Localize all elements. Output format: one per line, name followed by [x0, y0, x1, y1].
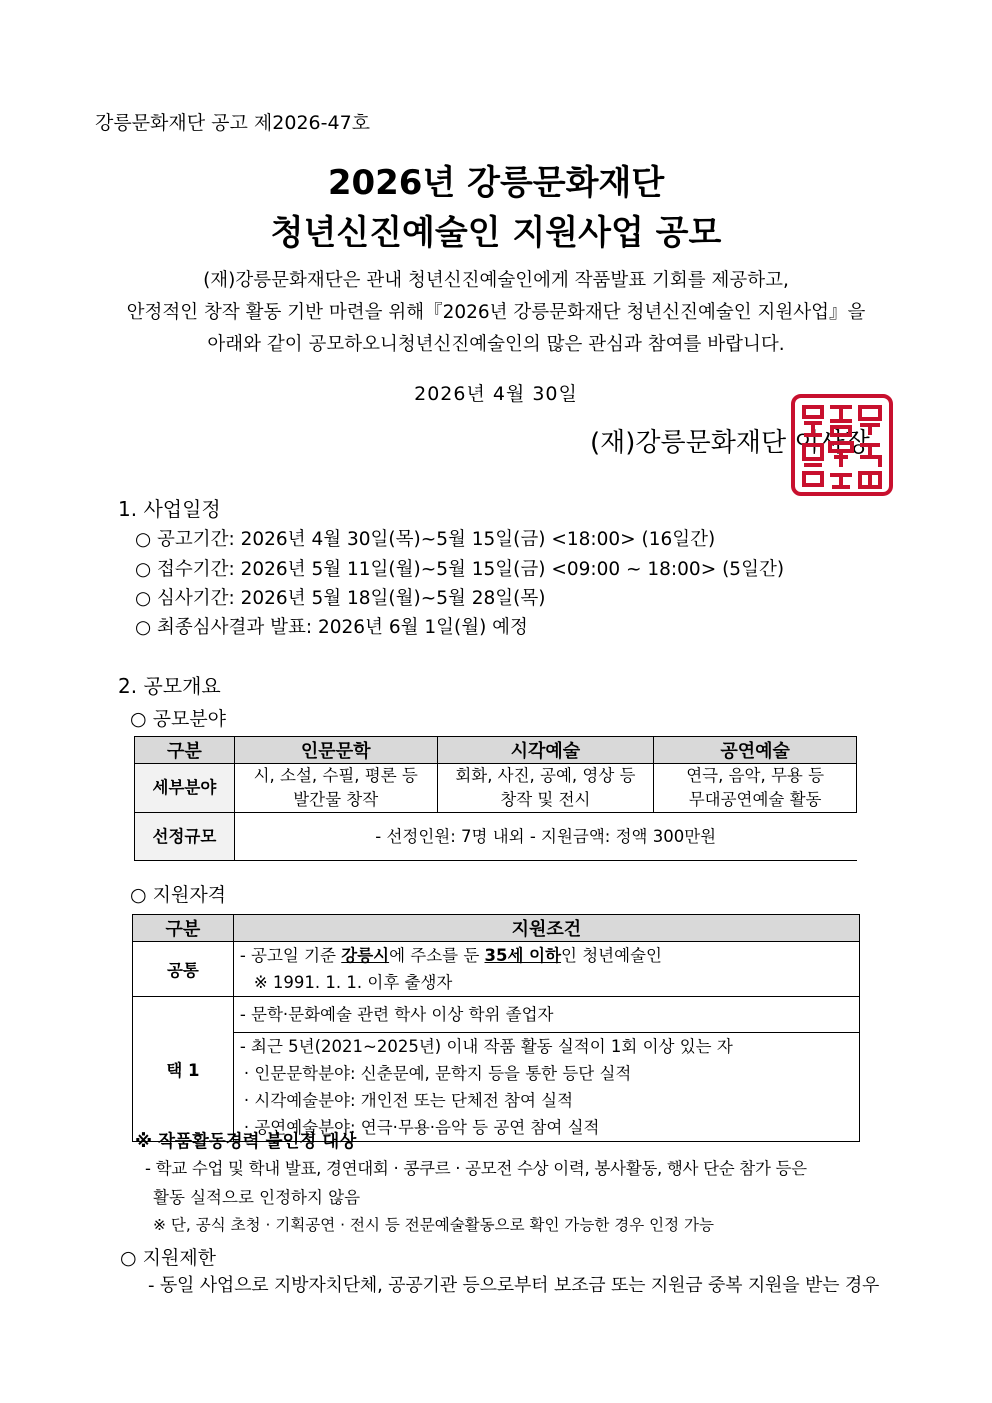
table-row	[135, 813, 857, 861]
issuer-name: (재)강릉문화재단 이사장	[590, 428, 870, 458]
table-row	[133, 942, 860, 997]
table-cell: 회화, 사진, 공예, 영상 등 창작 및 전시	[437, 764, 654, 813]
table-header-cell: 지원조건	[233, 915, 859, 942]
schedule-item: ○ 최종심사결과 발표: 2026년 6월 1일(월) 예정	[135, 617, 528, 638]
row-header-cell: 택 1	[133, 997, 234, 1142]
document-title-line-1: 2026년 강릉문화재단	[327, 163, 665, 203]
table-row	[133, 1033, 860, 1142]
field-heading: ○ 공모분야	[130, 708, 227, 730]
eligibility-table	[132, 914, 860, 1142]
exclusion-line: - 학교 수업 및 학내 발표, 경연대회 · 콩쿠르 · 공모전 수상 이력, 봉사활동, 행사 단순 참가 등은	[145, 1159, 807, 1178]
table-cell: - 문학·문화예술 관련 학사 이상 학위 졸업자	[233, 997, 859, 1033]
table-cell: - 최근 5년(2021~2025년) 이내 작품 활동 실적이 1회 이상 있는 자 · 인문문학분야: 신춘문예, 문학지 등을 통한 등단 실적 · 시각예술분야: 개인전 또는 단체전 참여 실적 · 공연예술분야: 연극·무용·음악 등 공연 참여 실적	[233, 1033, 859, 1142]
notice-date: 2026년 4월 30일	[414, 383, 578, 405]
document-title-line-2: 청년신진예술인 지원사업 공모	[270, 213, 722, 253]
table-header-cell: 시각예술	[437, 737, 654, 764]
restriction-heading: ○ 지원제한	[120, 1247, 217, 1269]
table-cell: 연극, 음악, 무용 등 무대공연예술 활동	[654, 764, 857, 813]
table-header-row	[135, 737, 857, 764]
section-2-title: 2. 공모개요	[118, 674, 221, 698]
exclusion-line: 활동 실적으로 인정하지 않음	[153, 1188, 361, 1207]
schedule-item: ○ 심사기간: 2026년 5월 18일(월)~5월 28일(목)	[135, 588, 546, 609]
intro-line: 안정적인 창작 활동 기반 마련을 위해『2026년 강릉문화재단 청년신진예술인 지원사업』을	[126, 302, 866, 323]
restriction-text: - 동일 사업으로 지방자치단체, 공공기관 등으로부터 보조금 또는 지원금 중복 지원을 받는 경우	[148, 1275, 880, 1296]
intro-line: 아래와 같이 공모하오니청년신진예술인의 많은 관심과 참여를 바랍니다.	[207, 334, 785, 355]
table-cell: 시, 소설, 수필, 평론 등 발간물 창작	[234, 764, 437, 813]
exclusion-heading: ※ 작품활동경력 불인정 대상	[135, 1132, 357, 1152]
intro-paragraph	[60, 265, 932, 361]
table-cell: - 공고일 기준 강릉시에 주소를 둔 35세 이하인 청년예술인 ※ 1991. 1. 1. 이후 출생자	[233, 942, 859, 997]
table-row	[135, 764, 857, 813]
table-header-cell: 공연예술	[654, 737, 857, 764]
table-header-cell: 인문문학	[234, 737, 437, 764]
table-header-cell: 구분	[135, 737, 235, 764]
row-header-cell: 세부분야	[135, 764, 235, 813]
table-header-cell: 구분	[133, 915, 234, 942]
row-header-cell: 선정규모	[135, 813, 235, 861]
table-header-row	[133, 915, 860, 942]
field-table	[134, 736, 857, 861]
table-cell: - 선정인원: 7명 내외 - 지원금액: 정액 300만원	[234, 813, 856, 861]
notice-number: 강릉문화재단 공고 제2026-47호	[95, 112, 371, 134]
schedule-item: ○ 공고기간: 2026년 4월 30일(목)~5월 15일(금) <18:00> (16일간)	[135, 529, 716, 550]
intro-line: (재)강릉문화재단은 관내 청년신진예술인에게 작품발표 기회를 제공하고,	[203, 270, 789, 291]
row-header-cell: 공통	[133, 942, 234, 997]
table-row	[133, 997, 860, 1033]
exclusion-line: ※ 단, 공식 초청 · 기획공연 · 전시 등 전문예술활동으로 확인 가능한 경우 인정 가능	[153, 1216, 714, 1234]
section-1-title: 1. 사업일정	[118, 497, 221, 521]
eligibility-heading: ○ 지원자격	[130, 884, 227, 906]
official-seal-stamp	[790, 393, 894, 497]
schedule-item: ○ 접수기간: 2026년 5월 11일(월)~5월 15일(금) <09:00 ~ 18:00> (5일간)	[135, 559, 785, 580]
